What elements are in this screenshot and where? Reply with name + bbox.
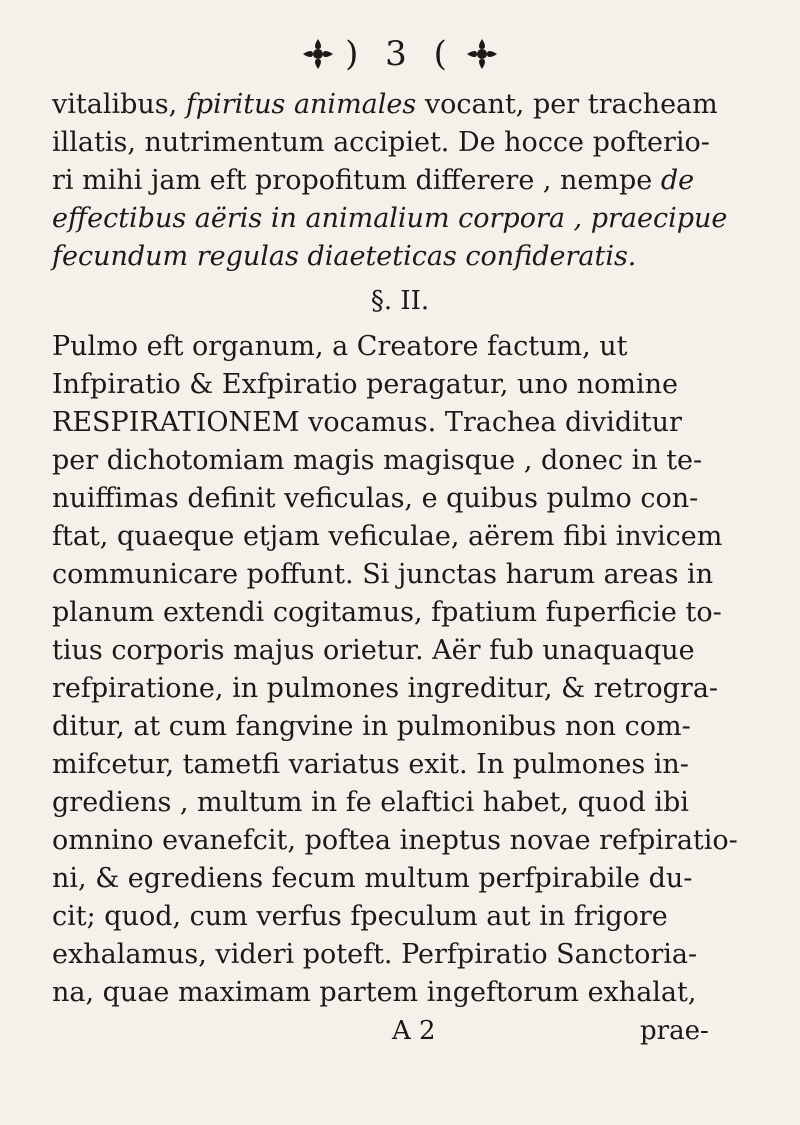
body-line: ni, & egrediens fecum multum perfpirabile du-	[52, 863, 693, 894]
page-header	[0, 34, 800, 74]
body-line: ftat, quaeque etjam veficulae, aërem fibi invicem	[52, 521, 723, 552]
body-line: mifcetur, tametfi variatus exit. In pulmones in-	[52, 749, 689, 780]
body-line: Infpiratio & Exfpiratio peragatur, uno nomine	[52, 369, 678, 400]
text-line: ri mihi jam eft propofitum differere , nempe de	[52, 165, 695, 196]
body-line: exhalamus, videri poteft. Perfpiratio Sanctoria-	[52, 939, 698, 970]
body-line: per dichotomiam magis magisque , donec in te-	[52, 445, 703, 476]
fleuron-icon	[301, 37, 335, 71]
body-line: grediens , multum in fe elaftici habet, quod ibi	[52, 787, 689, 818]
body-line: cit; quod, cum verfus fpeculum aut in frigore	[52, 901, 668, 932]
body-line: planum extendi cogitamus, fpatium fuperficie to-	[52, 597, 722, 628]
body-line: RESPIRATIONEM vocamus. Trachea dividitur	[52, 407, 682, 438]
body-line: ditur, at cum fangvine in pulmonibus non com-	[52, 711, 691, 742]
body-line: na, quae maximam partem ingeftorum exhalat,	[52, 977, 697, 1008]
body-line: communicare poffunt. Si junctas harum areas in	[52, 559, 714, 590]
body-line: refpiratione, in pulmones ingreditur, & retrogra-	[52, 673, 719, 704]
body-line: nuiffimas definit veficulas, e quibus pulmo con-	[52, 483, 699, 514]
signature-mark: A 2	[392, 1016, 436, 1046]
text-line: vitalibus, fpiritus animales vocant, per tracheam	[52, 89, 718, 120]
body-line: omnino evanefcit, poftea ineptus novae refpiratio-	[52, 825, 738, 856]
body-line: tius corporis majus orietur. Aër fub unaquaque	[52, 635, 695, 666]
section-heading: §. II.	[370, 286, 430, 316]
page-number: ) 3 (	[345, 34, 455, 74]
text-line: effectibus aëris in animalium corpora , praecipue	[52, 203, 728, 234]
fleuron-icon	[465, 37, 499, 71]
body-line: Pulmo eft organum, a Creatore factum, ut	[52, 331, 628, 362]
catchword: prae-	[640, 1016, 709, 1046]
text-line: fecundum regulas diaeteticas confideratis.	[52, 241, 637, 272]
text-line: illatis, nutrimentum accipiet. De hocce pofterio-	[52, 127, 710, 158]
